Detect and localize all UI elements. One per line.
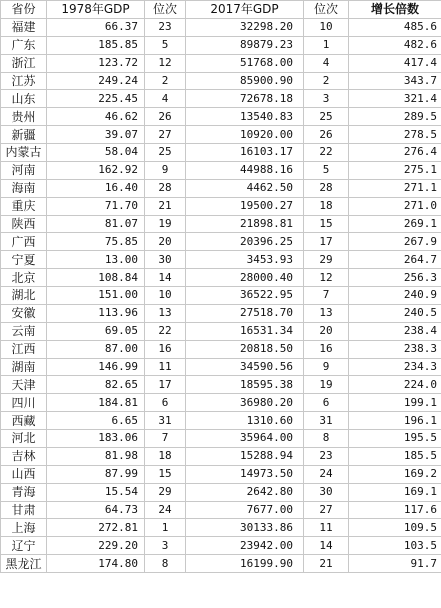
rank-2017-cell: 25	[304, 108, 349, 126]
rank-2017-cell: 1	[304, 36, 349, 54]
table-row	[1, 537, 441, 555]
rank-2017-cell: 10	[304, 18, 349, 36]
rank-2017-cell: 19	[304, 376, 349, 394]
growth-multiple-cell: 91.7	[349, 555, 441, 573]
gdp-1978-cell: 225.45	[47, 90, 145, 108]
growth-multiple-cell: 117.6	[349, 501, 441, 519]
gdp-2017-cell: 14973.50	[186, 465, 304, 483]
rank-1978-cell: 1	[145, 519, 186, 537]
table-row	[1, 197, 441, 215]
header-gdp-1978: 1978年GDP	[47, 1, 145, 19]
table-row	[1, 18, 441, 36]
gdp-2017-cell: 15288.94	[186, 447, 304, 465]
gdp-1978-cell: 162.92	[47, 161, 145, 179]
rank-1978-cell: 23	[145, 18, 186, 36]
gdp-2017-cell: 20818.50	[186, 340, 304, 358]
province-cell: 山西	[1, 465, 47, 483]
rank-2017-cell: 17	[304, 233, 349, 251]
gdp-2017-cell: 1310.60	[186, 412, 304, 430]
table-row	[1, 412, 441, 430]
gdp-1978-cell: 108.84	[47, 269, 145, 287]
gdp-1978-cell: 39.07	[47, 126, 145, 144]
table-row	[1, 447, 441, 465]
table-row	[1, 304, 441, 322]
gdp-2017-cell: 16531.34	[186, 322, 304, 340]
rank-2017-cell: 13	[304, 304, 349, 322]
province-cell: 海南	[1, 179, 47, 197]
rank-1978-cell: 20	[145, 233, 186, 251]
rank-2017-cell: 30	[304, 483, 349, 501]
gdp-1978-cell: 69.05	[47, 322, 145, 340]
gdp-1978-cell: 15.54	[47, 483, 145, 501]
rank-2017-cell: 15	[304, 215, 349, 233]
rank-2017-cell: 2	[304, 72, 349, 90]
gdp-2017-cell: 32298.20	[186, 18, 304, 36]
province-cell: 新疆	[1, 126, 47, 144]
gdp-1978-cell: 6.65	[47, 412, 145, 430]
rank-1978-cell: 3	[145, 537, 186, 555]
province-cell: 宁夏	[1, 251, 47, 269]
table-row	[1, 322, 441, 340]
growth-multiple-cell: 482.6	[349, 36, 441, 54]
rank-2017-cell: 4	[304, 54, 349, 72]
growth-multiple-cell: 238.3	[349, 340, 441, 358]
rank-2017-cell: 12	[304, 269, 349, 287]
growth-multiple-cell: 240.5	[349, 304, 441, 322]
gdp-1978-cell: 81.98	[47, 447, 145, 465]
rank-2017-cell: 23	[304, 447, 349, 465]
gdp-1978-cell: 183.06	[47, 430, 145, 448]
gdp-1978-cell: 16.40	[47, 179, 145, 197]
header-province: 省份	[1, 1, 47, 19]
gdp-1978-cell: 184.81	[47, 394, 145, 412]
province-cell: 西藏	[1, 412, 47, 430]
rank-1978-cell: 11	[145, 358, 186, 376]
rank-1978-cell: 26	[145, 108, 186, 126]
gdp-2017-cell: 44988.16	[186, 161, 304, 179]
province-cell: 浙江	[1, 54, 47, 72]
growth-multiple-cell: 256.3	[349, 269, 441, 287]
growth-multiple-cell: 234.3	[349, 358, 441, 376]
growth-multiple-cell: 199.1	[349, 394, 441, 412]
table-row	[1, 376, 441, 394]
table-row	[1, 394, 441, 412]
province-cell: 重庆	[1, 197, 47, 215]
gdp-1978-cell: 71.70	[47, 197, 145, 215]
rank-1978-cell: 14	[145, 269, 186, 287]
gdp-2017-cell: 20396.25	[186, 233, 304, 251]
header-growth-multiple: 增长倍数	[349, 1, 441, 19]
table-row	[1, 465, 441, 483]
province-cell: 福建	[1, 18, 47, 36]
growth-multiple-cell: 238.4	[349, 322, 441, 340]
gdp-2017-cell: 36522.95	[186, 287, 304, 305]
rank-2017-cell: 31	[304, 412, 349, 430]
gdp-2017-cell: 13540.83	[186, 108, 304, 126]
rank-2017-cell: 9	[304, 358, 349, 376]
rank-1978-cell: 17	[145, 376, 186, 394]
table-row	[1, 555, 441, 573]
growth-multiple-cell: 269.1	[349, 215, 441, 233]
growth-multiple-cell: 275.1	[349, 161, 441, 179]
rank-2017-cell: 26	[304, 126, 349, 144]
gdp-2017-cell: 16103.17	[186, 144, 304, 162]
header-rank-2017: 位次	[304, 1, 349, 19]
table-row	[1, 179, 441, 197]
gdp-2017-cell: 2642.80	[186, 483, 304, 501]
growth-multiple-cell: 169.2	[349, 465, 441, 483]
gdp-1978-cell: 13.00	[47, 251, 145, 269]
table-row	[1, 358, 441, 376]
rank-1978-cell: 8	[145, 555, 186, 573]
gdp-2017-cell: 34590.56	[186, 358, 304, 376]
rank-2017-cell: 8	[304, 430, 349, 448]
table-row	[1, 233, 441, 251]
gdp-2017-cell: 30133.86	[186, 519, 304, 537]
growth-multiple-cell: 240.9	[349, 287, 441, 305]
province-cell: 青海	[1, 483, 47, 501]
rank-1978-cell: 13	[145, 304, 186, 322]
table-body	[1, 1, 441, 573]
rank-1978-cell: 29	[145, 483, 186, 501]
rank-2017-cell: 5	[304, 161, 349, 179]
rank-1978-cell: 21	[145, 197, 186, 215]
gdp-2017-cell: 89879.23	[186, 36, 304, 54]
table-row	[1, 108, 441, 126]
rank-1978-cell: 30	[145, 251, 186, 269]
province-cell: 内蒙古	[1, 144, 47, 162]
gdp-2017-cell: 21898.81	[186, 215, 304, 233]
province-cell: 江苏	[1, 72, 47, 90]
gdp-2017-cell: 16199.90	[186, 555, 304, 573]
province-cell: 贵州	[1, 108, 47, 126]
table-row	[1, 72, 441, 90]
gdp-1978-cell: 64.73	[47, 501, 145, 519]
rank-1978-cell: 18	[145, 447, 186, 465]
province-cell: 湖南	[1, 358, 47, 376]
growth-multiple-cell: 485.6	[349, 18, 441, 36]
table-row	[1, 90, 441, 108]
rank-2017-cell: 18	[304, 197, 349, 215]
province-cell: 广东	[1, 36, 47, 54]
gdp-2017-cell: 35964.00	[186, 430, 304, 448]
growth-multiple-cell: 417.4	[349, 54, 441, 72]
rank-1978-cell: 31	[145, 412, 186, 430]
gdp-2017-cell: 4462.50	[186, 179, 304, 197]
gdp-1978-cell: 123.72	[47, 54, 145, 72]
table-row	[1, 161, 441, 179]
province-cell: 山东	[1, 90, 47, 108]
province-cell: 北京	[1, 269, 47, 287]
rank-1978-cell: 6	[145, 394, 186, 412]
province-cell: 吉林	[1, 447, 47, 465]
province-cell: 甘肃	[1, 501, 47, 519]
growth-multiple-cell: 271.1	[349, 179, 441, 197]
growth-multiple-cell: 271.0	[349, 197, 441, 215]
rank-1978-cell: 27	[145, 126, 186, 144]
rank-1978-cell: 2	[145, 72, 186, 90]
rank-2017-cell: 6	[304, 394, 349, 412]
growth-multiple-cell: 278.5	[349, 126, 441, 144]
gdp-2017-cell: 7677.00	[186, 501, 304, 519]
gdp-2017-cell: 72678.18	[186, 90, 304, 108]
gdp-2017-cell: 3453.93	[186, 251, 304, 269]
growth-multiple-cell: 103.5	[349, 537, 441, 555]
province-cell: 安徽	[1, 304, 47, 322]
gdp-1978-cell: 46.62	[47, 108, 145, 126]
table-row	[1, 54, 441, 72]
gdp-1978-cell: 249.24	[47, 72, 145, 90]
rank-1978-cell: 12	[145, 54, 186, 72]
growth-multiple-cell: 195.5	[349, 430, 441, 448]
rank-2017-cell: 16	[304, 340, 349, 358]
province-cell: 云南	[1, 322, 47, 340]
rank-1978-cell: 15	[145, 465, 186, 483]
gdp-1978-cell: 82.65	[47, 376, 145, 394]
province-cell: 江西	[1, 340, 47, 358]
rank-2017-cell: 3	[304, 90, 349, 108]
rank-1978-cell: 22	[145, 322, 186, 340]
rank-1978-cell: 24	[145, 501, 186, 519]
header-rank-1978: 位次	[145, 1, 186, 19]
table-row	[1, 215, 441, 233]
rank-2017-cell: 20	[304, 322, 349, 340]
gdp-1978-cell: 113.96	[47, 304, 145, 322]
rank-1978-cell: 10	[145, 287, 186, 305]
rank-2017-cell: 21	[304, 555, 349, 573]
table-row	[1, 287, 441, 305]
province-cell: 广西	[1, 233, 47, 251]
growth-multiple-cell: 343.7	[349, 72, 441, 90]
rank-2017-cell: 24	[304, 465, 349, 483]
gdp-1978-cell: 81.07	[47, 215, 145, 233]
gdp-2017-cell: 19500.27	[186, 197, 304, 215]
rank-1978-cell: 7	[145, 430, 186, 448]
rank-2017-cell: 11	[304, 519, 349, 537]
table-row	[1, 126, 441, 144]
rank-2017-cell: 7	[304, 287, 349, 305]
rank-2017-cell: 28	[304, 179, 349, 197]
growth-multiple-cell: 224.0	[349, 376, 441, 394]
growth-multiple-cell: 267.9	[349, 233, 441, 251]
header-gdp-2017: 2017年GDP	[186, 1, 304, 19]
table-row	[1, 519, 441, 537]
growth-multiple-cell: 321.4	[349, 90, 441, 108]
table-row	[1, 144, 441, 162]
gdp-1978-cell: 146.99	[47, 358, 145, 376]
growth-multiple-cell: 169.1	[349, 483, 441, 501]
growth-multiple-cell: 276.4	[349, 144, 441, 162]
rank-2017-cell: 29	[304, 251, 349, 269]
growth-multiple-cell: 185.5	[349, 447, 441, 465]
gdp-2017-cell: 18595.38	[186, 376, 304, 394]
growth-multiple-cell: 289.5	[349, 108, 441, 126]
rank-2017-cell: 27	[304, 501, 349, 519]
growth-multiple-cell: 196.1	[349, 412, 441, 430]
province-cell: 辽宁	[1, 537, 47, 555]
province-cell: 河北	[1, 430, 47, 448]
province-cell: 湖北	[1, 287, 47, 305]
gdp-1978-cell: 272.81	[47, 519, 145, 537]
gdp-2017-cell: 28000.40	[186, 269, 304, 287]
rank-1978-cell: 16	[145, 340, 186, 358]
gdp-2017-cell: 10920.00	[186, 126, 304, 144]
province-cell: 四川	[1, 394, 47, 412]
gdp-1978-cell: 229.20	[47, 537, 145, 555]
province-cell: 河南	[1, 161, 47, 179]
rank-2017-cell: 22	[304, 144, 349, 162]
gdp-2017-cell: 27518.70	[186, 304, 304, 322]
gdp-1978-cell: 185.85	[47, 36, 145, 54]
table-row	[1, 430, 441, 448]
table-row	[1, 340, 441, 358]
rank-1978-cell: 28	[145, 179, 186, 197]
province-cell: 黑龙江	[1, 555, 47, 573]
gdp-2017-cell: 85900.90	[186, 72, 304, 90]
growth-multiple-cell: 109.5	[349, 519, 441, 537]
gdp-1978-cell: 174.80	[47, 555, 145, 573]
gdp-1978-cell: 87.99	[47, 465, 145, 483]
table-row	[1, 483, 441, 501]
table-row	[1, 36, 441, 54]
province-cell: 天津	[1, 376, 47, 394]
table-row	[1, 251, 441, 269]
gdp-2017-cell: 23942.00	[186, 537, 304, 555]
rank-1978-cell: 9	[145, 161, 186, 179]
rank-2017-cell: 14	[304, 537, 349, 555]
gdp-2017-cell: 51768.00	[186, 54, 304, 72]
rank-1978-cell: 19	[145, 215, 186, 233]
gdp-1978-cell: 75.85	[47, 233, 145, 251]
rank-1978-cell: 5	[145, 36, 186, 54]
growth-multiple-cell: 264.7	[349, 251, 441, 269]
rank-1978-cell: 25	[145, 144, 186, 162]
header-row	[1, 1, 441, 19]
gdp-1978-cell: 151.00	[47, 287, 145, 305]
gdp-1978-cell: 87.00	[47, 340, 145, 358]
province-cell: 上海	[1, 519, 47, 537]
gdp-1978-cell: 66.37	[47, 18, 145, 36]
table-row	[1, 501, 441, 519]
rank-1978-cell: 4	[145, 90, 186, 108]
table-row	[1, 269, 441, 287]
gdp-1978-cell: 58.04	[47, 144, 145, 162]
province-cell: 陕西	[1, 215, 47, 233]
gdp-2017-cell: 36980.20	[186, 394, 304, 412]
